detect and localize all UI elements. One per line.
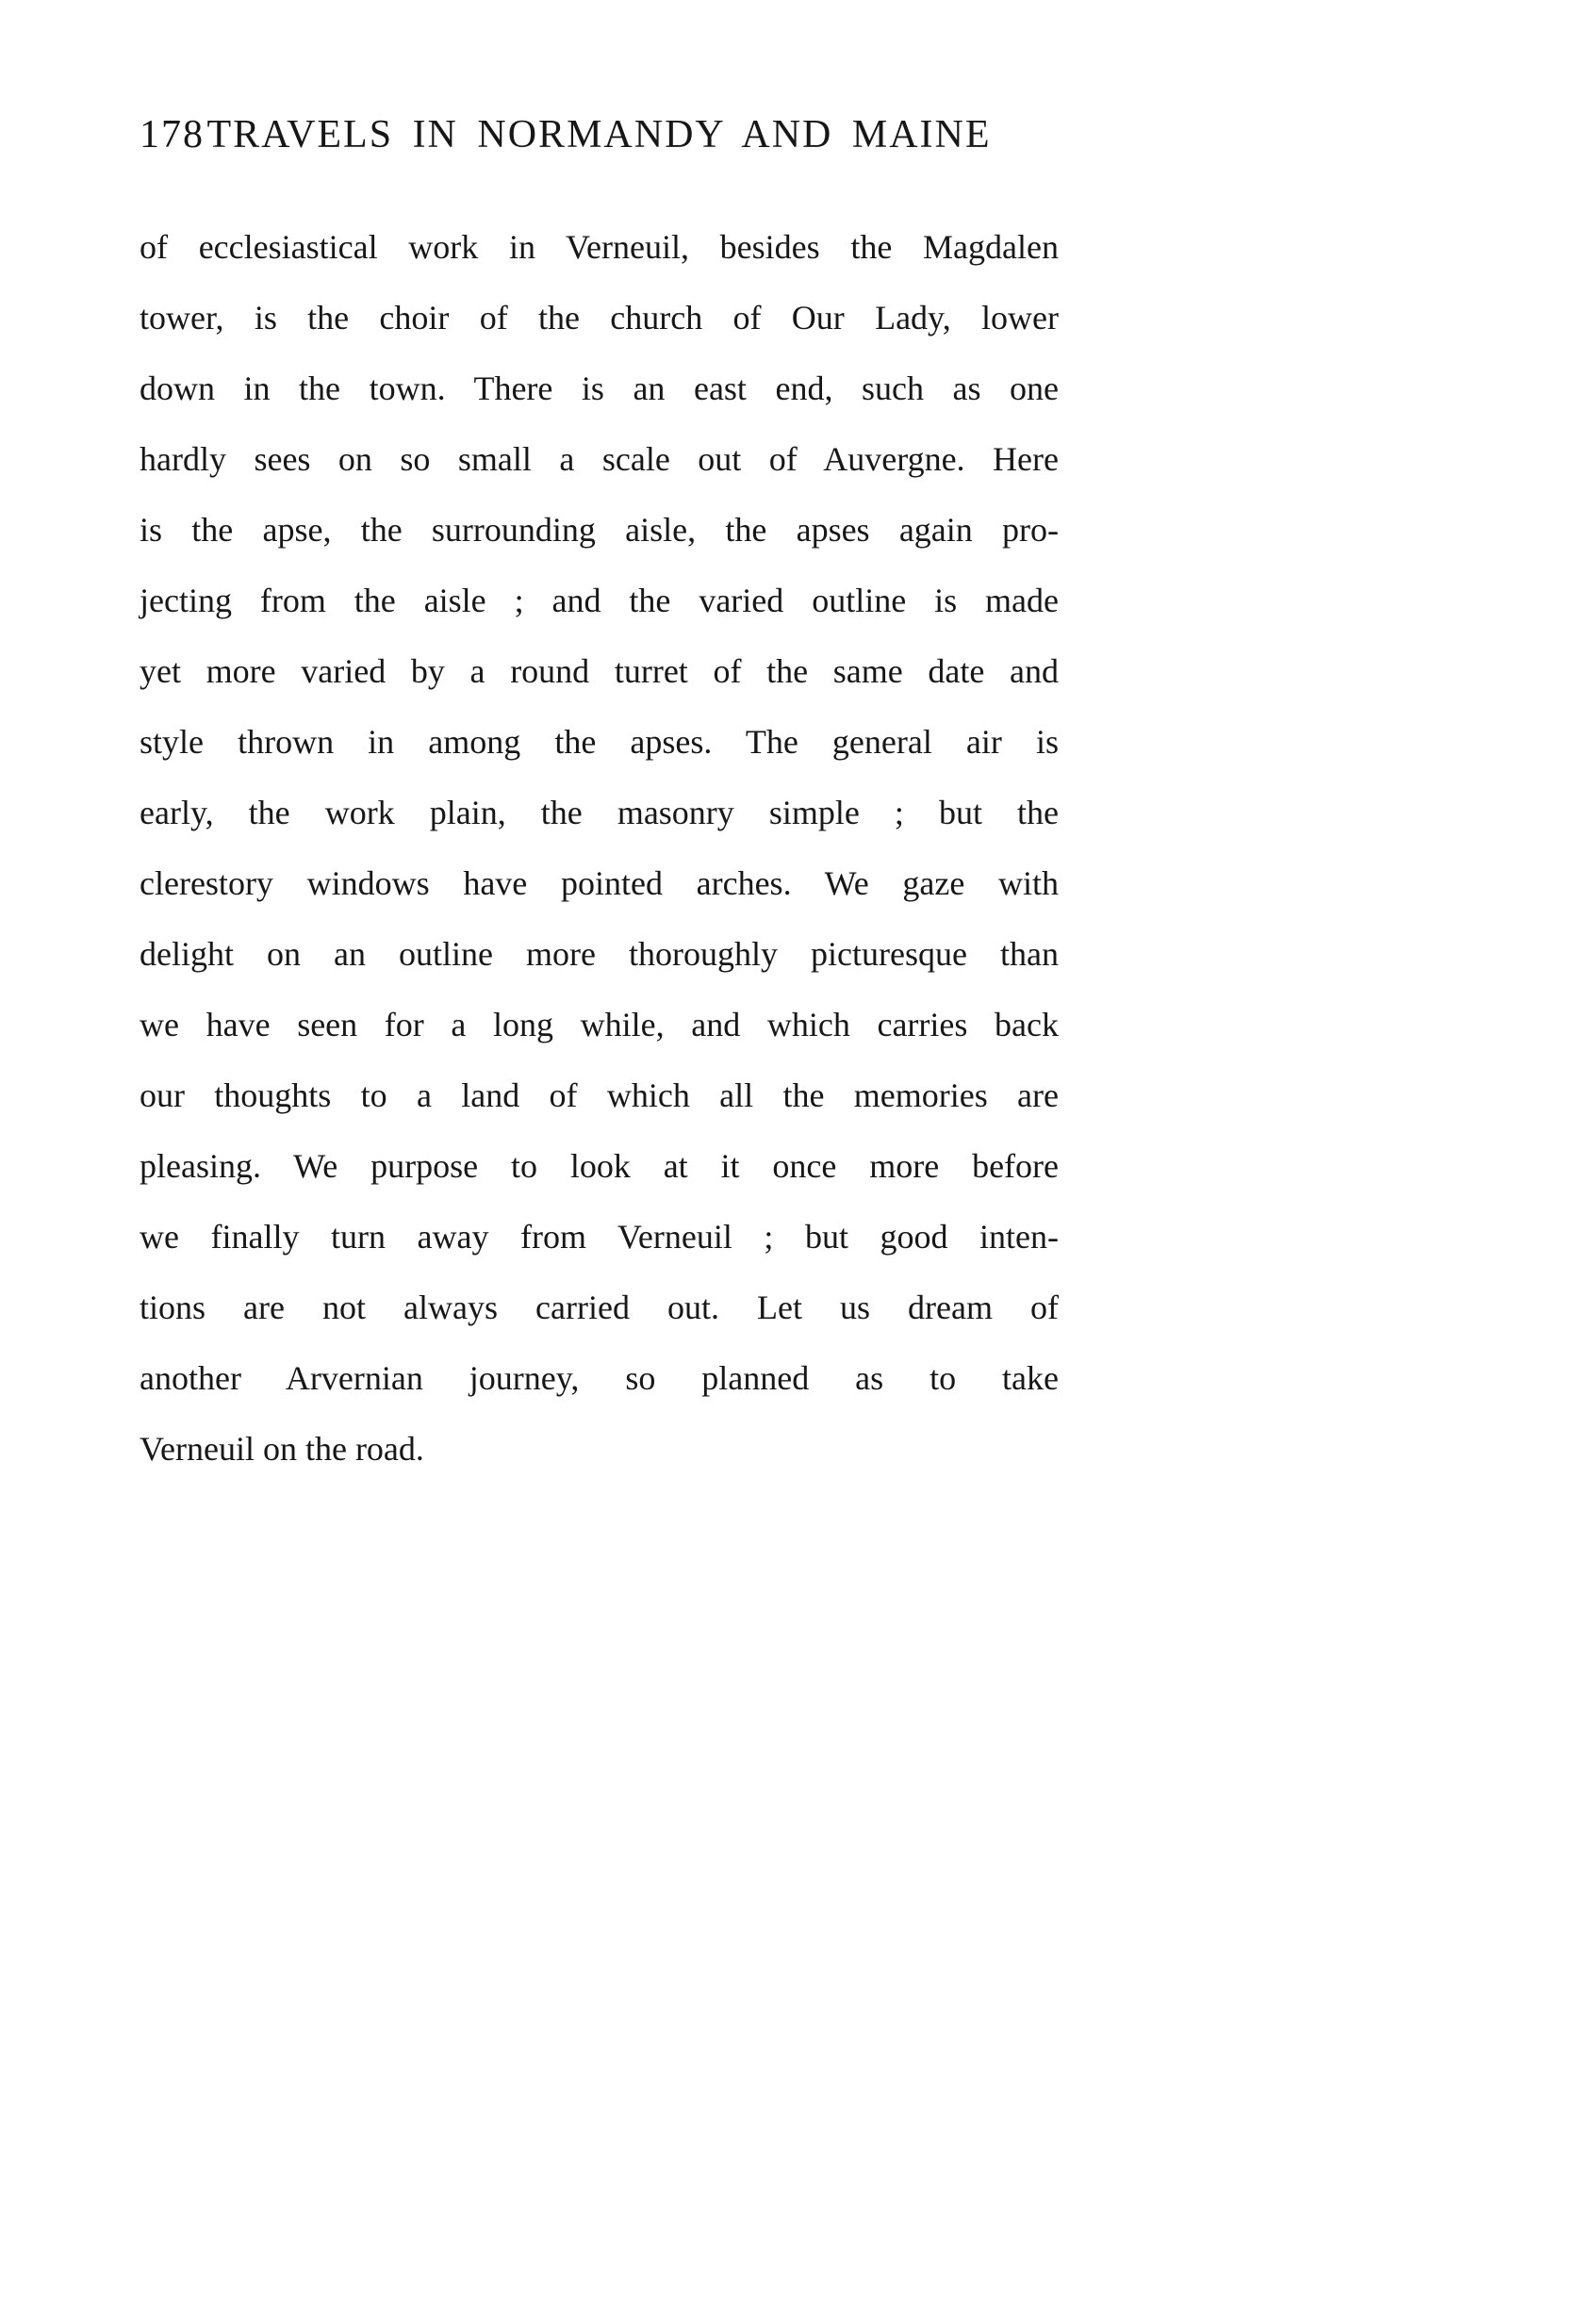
text-line: hardly sees on so small a scale out of Auvergne. Here (140, 440, 1059, 478)
text-line: style thrown in among the apses. The general air is (140, 723, 1059, 761)
page-number: 178 (140, 113, 205, 156)
text-line: we finally turn away from Verneuil ; but good inten- (140, 1218, 1059, 1256)
text-line: early, the work plain, the masonry simple ; but the (140, 794, 1059, 831)
text-line: clerestory windows have pointed arches. We gaze with (140, 864, 1059, 902)
text-line: our thoughts to a land of which all the memories are (140, 1076, 1059, 1114)
text-line: Verneuil on the road. (140, 1430, 424, 1468)
chapter-running-title: TRAVELS IN NORMANDY AND MAINE (206, 113, 992, 156)
text-line: another Arvernian journey, so planned as to take (140, 1359, 1059, 1397)
text-line: delight on an outline more thoroughly picturesque than (140, 935, 1059, 973)
text-line: down in the town. There is an east end, such as one (140, 369, 1059, 407)
text-line: yet more varied by a round turret of the same date and (140, 652, 1059, 690)
text-line: is the apse, the surrounding aisle, the apses again pro- (140, 511, 1059, 549)
text-line: tions are not always carried out. Let us dream of (140, 1289, 1059, 1326)
text-line: jecting from the aisle ; and the varied outline is made (140, 582, 1059, 619)
text-line: tower, is the choir of the church of Our Lady, lower (140, 299, 1059, 337)
running-head (140, 109, 1059, 160)
text-line: of ecclesiastical work in Verneuil, besides the Magdalen (140, 228, 1059, 266)
text-line: pleasing. We purpose to look at it once more before (140, 1147, 1059, 1185)
paragraph-block (140, 212, 1059, 1485)
text-line: we have seen for a long while, and which carries back (140, 1006, 1059, 1043)
